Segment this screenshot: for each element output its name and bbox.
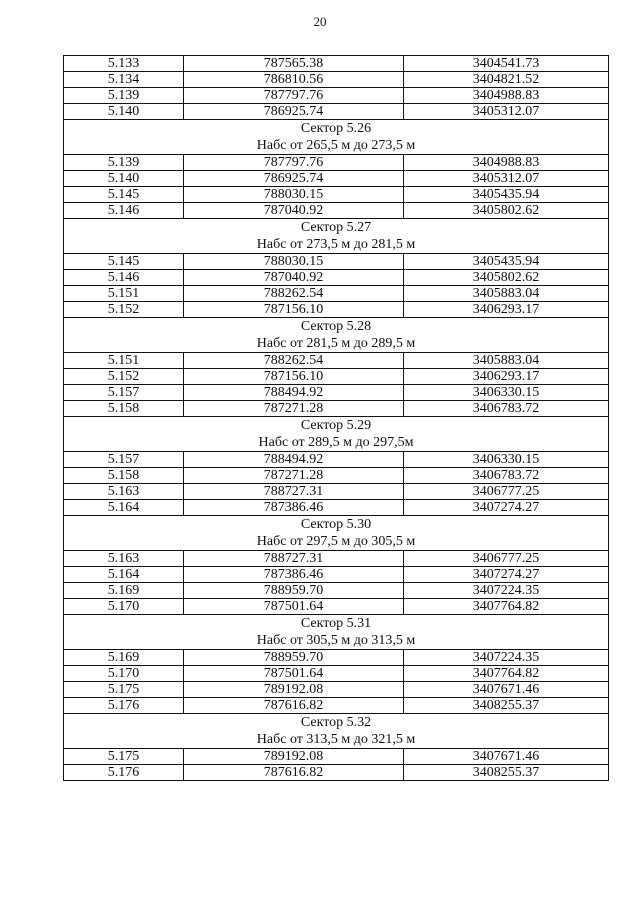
sector-header-row xyxy=(64,120,609,155)
table-row xyxy=(64,698,609,714)
x-coordinate-cell: 787501.64 xyxy=(184,599,404,615)
point-number-cell: 5.175 xyxy=(64,749,184,765)
x-coordinate-cell: 787156.10 xyxy=(184,369,404,385)
y-coordinate-cell: 3405435.94 xyxy=(404,254,609,270)
coordinates-table-body xyxy=(64,56,609,781)
sector-header xyxy=(64,516,609,551)
table-row xyxy=(64,666,609,682)
sector-header-row xyxy=(64,516,609,551)
x-coordinate-cell: 788030.15 xyxy=(184,187,404,203)
y-coordinate-cell: 3406293.17 xyxy=(404,302,609,318)
x-coordinate-cell: 788262.54 xyxy=(184,353,404,369)
y-coordinate-cell: 3405435.94 xyxy=(404,187,609,203)
y-coordinate-cell: 3406330.15 xyxy=(404,385,609,401)
table-row xyxy=(64,452,609,468)
y-coordinate-cell: 3405802.62 xyxy=(404,203,609,219)
y-coordinate-cell: 3405802.62 xyxy=(404,270,609,286)
x-coordinate-cell: 787797.76 xyxy=(184,88,404,104)
table-row xyxy=(64,187,609,203)
sector-altitude-range: Набс от 305,5 м до 313,5 м xyxy=(256,633,416,648)
point-number-cell: 5.164 xyxy=(64,500,184,516)
y-coordinate-cell: 3408255.37 xyxy=(404,698,609,714)
y-coordinate-cell: 3405312.07 xyxy=(404,171,609,187)
point-number-cell: 5.151 xyxy=(64,286,184,302)
table-row xyxy=(64,369,609,385)
sector-altitude-range: Набс от 297,5 м до 305,5 м xyxy=(256,534,416,549)
y-coordinate-cell: 3408255.37 xyxy=(404,765,609,781)
y-coordinate-cell: 3405883.04 xyxy=(404,286,609,302)
sector-header xyxy=(64,714,609,749)
table-row xyxy=(64,401,609,417)
point-number-cell: 5.152 xyxy=(64,369,184,385)
x-coordinate-cell: 787565.38 xyxy=(184,56,404,72)
point-number-cell: 5.158 xyxy=(64,468,184,484)
y-coordinate-cell: 3407764.82 xyxy=(404,666,609,682)
point-number-cell: 5.170 xyxy=(64,599,184,615)
table-row xyxy=(64,765,609,781)
sector-header-row xyxy=(64,219,609,254)
point-number-cell: 5.169 xyxy=(64,583,184,599)
point-number-cell: 5.170 xyxy=(64,666,184,682)
point-number-cell: 5.176 xyxy=(64,698,184,714)
table-row xyxy=(64,551,609,567)
y-coordinate-cell: 3407274.27 xyxy=(404,500,609,516)
point-number-cell: 5.133 xyxy=(64,56,184,72)
y-coordinate-cell: 3406293.17 xyxy=(404,369,609,385)
y-coordinate-cell: 3404821.52 xyxy=(404,72,609,88)
table-row xyxy=(64,583,609,599)
point-number-cell: 5.146 xyxy=(64,203,184,219)
x-coordinate-cell: 788494.92 xyxy=(184,452,404,468)
x-coordinate-cell: 787797.76 xyxy=(184,155,404,171)
sector-altitude-range: Набс от 289,5 м до 297,5м xyxy=(258,435,414,450)
table-row xyxy=(64,484,609,500)
table-row xyxy=(64,171,609,187)
sector-title: Сектор 5.32 xyxy=(300,715,372,730)
sector-title: Сектор 5.28 xyxy=(300,319,372,334)
sector-altitude-range: Набс от 265,5 м до 273,5 м xyxy=(256,138,416,153)
x-coordinate-cell: 787040.92 xyxy=(184,203,404,219)
point-number-cell: 5.151 xyxy=(64,353,184,369)
sector-title: Сектор 5.29 xyxy=(300,418,372,433)
sector-title: Сектор 5.26 xyxy=(300,121,372,136)
y-coordinate-cell: 3406777.25 xyxy=(404,551,609,567)
x-coordinate-cell: 788030.15 xyxy=(184,254,404,270)
sector-title: Сектор 5.30 xyxy=(300,517,372,532)
sector-header xyxy=(64,615,609,650)
y-coordinate-cell: 3404988.83 xyxy=(404,88,609,104)
y-coordinate-cell: 3407671.46 xyxy=(404,682,609,698)
x-coordinate-cell: 788494.92 xyxy=(184,385,404,401)
sector-header xyxy=(64,318,609,353)
coordinates-table xyxy=(63,55,609,781)
table-row xyxy=(64,286,609,302)
table-row xyxy=(64,682,609,698)
point-number-cell: 5.163 xyxy=(64,484,184,500)
x-coordinate-cell: 788727.31 xyxy=(184,551,404,567)
sector-header-row xyxy=(64,714,609,749)
y-coordinate-cell: 3406777.25 xyxy=(404,484,609,500)
sector-title: Сектор 5.27 xyxy=(300,220,372,235)
x-coordinate-cell: 787156.10 xyxy=(184,302,404,318)
sector-header xyxy=(64,417,609,452)
sector-header-row xyxy=(64,318,609,353)
table-row xyxy=(64,650,609,666)
y-coordinate-cell: 3407671.46 xyxy=(404,749,609,765)
table-row xyxy=(64,155,609,171)
point-number-cell: 5.134 xyxy=(64,72,184,88)
point-number-cell: 5.176 xyxy=(64,765,184,781)
sector-altitude-range: Набс от 281,5 м до 289,5 м xyxy=(256,336,416,351)
x-coordinate-cell: 789192.08 xyxy=(184,682,404,698)
point-number-cell: 5.157 xyxy=(64,385,184,401)
point-number-cell: 5.145 xyxy=(64,254,184,270)
x-coordinate-cell: 787271.28 xyxy=(184,401,404,417)
y-coordinate-cell: 3404988.83 xyxy=(404,155,609,171)
table-row xyxy=(64,88,609,104)
y-coordinate-cell: 3407274.27 xyxy=(404,567,609,583)
sector-altitude-range: Набс от 313,5 м до 321,5 м xyxy=(256,732,416,747)
x-coordinate-cell: 788727.31 xyxy=(184,484,404,500)
x-coordinate-cell: 787271.28 xyxy=(184,468,404,484)
point-number-cell: 5.158 xyxy=(64,401,184,417)
sector-header xyxy=(64,120,609,155)
table-row xyxy=(64,468,609,484)
table-row xyxy=(64,270,609,286)
point-number-cell: 5.175 xyxy=(64,682,184,698)
point-number-cell: 5.140 xyxy=(64,171,184,187)
point-number-cell: 5.169 xyxy=(64,650,184,666)
y-coordinate-cell: 3406783.72 xyxy=(404,401,609,417)
y-coordinate-cell: 3406330.15 xyxy=(404,452,609,468)
sector-header xyxy=(64,219,609,254)
x-coordinate-cell: 788262.54 xyxy=(184,286,404,302)
point-number-cell: 5.146 xyxy=(64,270,184,286)
table-row xyxy=(64,72,609,88)
point-number-cell: 5.152 xyxy=(64,302,184,318)
x-coordinate-cell: 789192.08 xyxy=(184,749,404,765)
point-number-cell: 5.140 xyxy=(64,104,184,120)
table-row xyxy=(64,203,609,219)
table-row xyxy=(64,749,609,765)
point-number-cell: 5.157 xyxy=(64,452,184,468)
y-coordinate-cell: 3407764.82 xyxy=(404,599,609,615)
point-number-cell: 5.139 xyxy=(64,88,184,104)
sector-header-row xyxy=(64,417,609,452)
point-number-cell: 5.163 xyxy=(64,551,184,567)
y-coordinate-cell: 3404541.73 xyxy=(404,56,609,72)
x-coordinate-cell: 787616.82 xyxy=(184,765,404,781)
x-coordinate-cell: 787386.46 xyxy=(184,567,404,583)
x-coordinate-cell: 787616.82 xyxy=(184,698,404,714)
y-coordinate-cell: 3407224.35 xyxy=(404,650,609,666)
table-row xyxy=(64,599,609,615)
x-coordinate-cell: 787386.46 xyxy=(184,500,404,516)
table-row xyxy=(64,254,609,270)
table-row xyxy=(64,56,609,72)
x-coordinate-cell: 788959.70 xyxy=(184,650,404,666)
point-number-cell: 5.145 xyxy=(64,187,184,203)
x-coordinate-cell: 787501.64 xyxy=(184,666,404,682)
x-coordinate-cell: 786810.56 xyxy=(184,72,404,88)
y-coordinate-cell: 3407224.35 xyxy=(404,583,609,599)
table-row xyxy=(64,104,609,120)
page-number: 20 xyxy=(313,14,327,29)
sector-altitude-range: Набс от 273,5 м до 281,5 м xyxy=(256,237,416,252)
point-number-cell: 5.139 xyxy=(64,155,184,171)
y-coordinate-cell: 3406783.72 xyxy=(404,468,609,484)
table-row xyxy=(64,500,609,516)
x-coordinate-cell: 787040.92 xyxy=(184,270,404,286)
x-coordinate-cell: 786925.74 xyxy=(184,171,404,187)
table-row xyxy=(64,353,609,369)
point-number-cell: 5.164 xyxy=(64,567,184,583)
y-coordinate-cell: 3405883.04 xyxy=(404,353,609,369)
table-row xyxy=(64,385,609,401)
y-coordinate-cell: 3405312.07 xyxy=(404,104,609,120)
table-row xyxy=(64,302,609,318)
x-coordinate-cell: 788959.70 xyxy=(184,583,404,599)
table-row xyxy=(64,567,609,583)
x-coordinate-cell: 786925.74 xyxy=(184,104,404,120)
sector-header-row xyxy=(64,615,609,650)
sector-title: Сектор 5.31 xyxy=(300,616,372,631)
